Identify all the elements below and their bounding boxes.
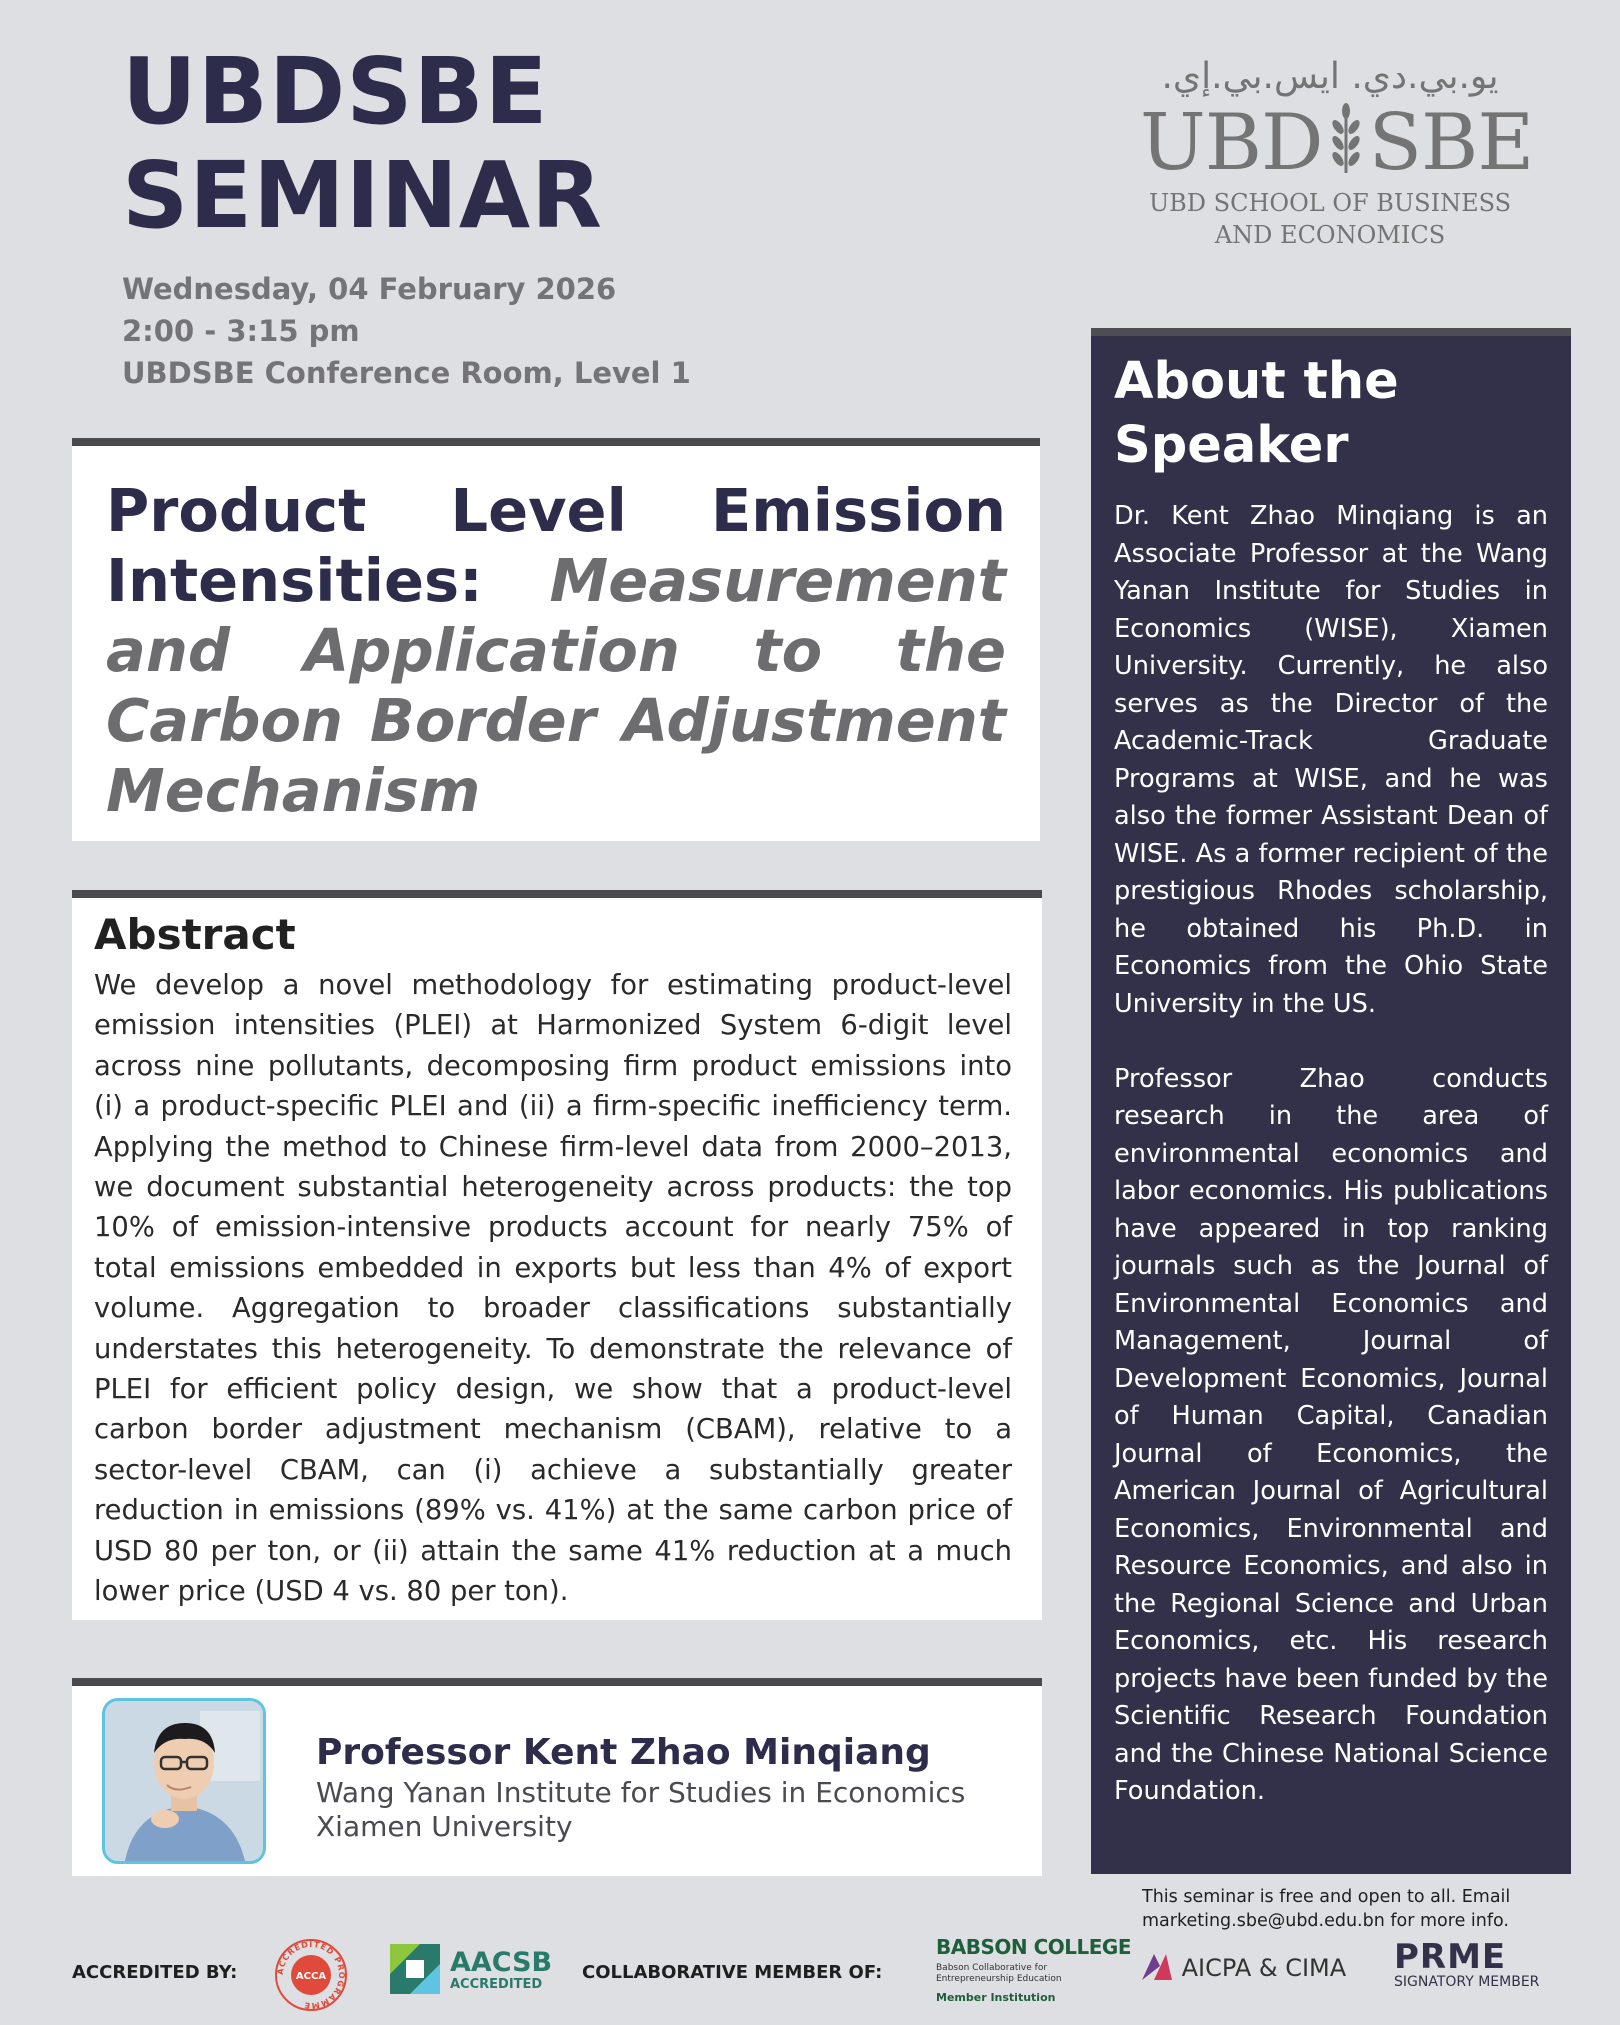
aicpa-mark-icon bbox=[1140, 1952, 1174, 1982]
aacsb-square-icon bbox=[390, 1944, 440, 1994]
event-details bbox=[122, 268, 691, 394]
babson-sub-line1: Babson Collaborative for bbox=[936, 1963, 1048, 1973]
seminar-title-line2: SEMINAR bbox=[122, 142, 603, 249]
accredited-by-label: ACCREDITED BY: bbox=[72, 1962, 238, 1983]
speaker-box bbox=[72, 1678, 1042, 1876]
about-speaker-panel bbox=[1091, 328, 1571, 1874]
abstract-box bbox=[72, 890, 1042, 1620]
about-paragraph-2: Professor Zhao conducts research in the area of environmental economics and labor economics. His publications have appeared in top ranking journals such as the Journal of Environmental Economics and Management, Journal of Development Economics, Journal of Human Capital, Canadian Journal of Economics, the American Journal of Agricultural Economics, Environmental and Resource Economics, and also in the Regional Science and Urban Economics, etc. His research projects have been funded by the Scientific Research Foundation and the Chinese National Science Foundation. bbox=[1114, 1063, 1548, 1806]
notice-email-line[interactable]: marketing.sbe@ubd.edu.bn for more info. bbox=[1142, 1911, 1509, 1931]
logo-right-text: SBE bbox=[1368, 98, 1534, 188]
paper-title bbox=[106, 476, 1006, 826]
notice-line1: This seminar is free and open to all. Email bbox=[1142, 1887, 1511, 1907]
paper-title-italic: Measurement and Application to the Carbon Border Adjustment Mechanism bbox=[106, 546, 1006, 825]
speaker-affiliation bbox=[316, 1776, 965, 1844]
event-time: 2:00 - 3:15 pm bbox=[122, 314, 360, 348]
event-date: Wednesday, 04 February 2026 bbox=[122, 272, 617, 306]
speaker-institute: Wang Yanan Institute for Studies in Economics bbox=[316, 1776, 966, 1809]
babson-sub-line2: Entrepreneurship Education bbox=[936, 1974, 1062, 1984]
speaker-portrait-image bbox=[105, 1701, 263, 1861]
babson-sub bbox=[936, 1963, 1096, 1985]
logo-subtitle-line2: AND ECONOMICS bbox=[1214, 221, 1446, 249]
acca-logo bbox=[274, 1938, 348, 2012]
paper-title-plain: Product Level Emission Intensities: bbox=[106, 476, 1006, 615]
abstract-heading: Abstract bbox=[94, 910, 296, 959]
acca-center-text: ACCA bbox=[295, 1971, 327, 1982]
prme-logo bbox=[1394, 1937, 1540, 1990]
prme-sub: SIGNATORY MEMBER bbox=[1394, 1974, 1540, 1990]
babson-name: BABSON COLLEGE bbox=[936, 1935, 1131, 1959]
seminar-title-line1: UBDSBE bbox=[122, 38, 549, 145]
abstract-text: We develop a novel methodology for estimating product-level emission intensities (PLEI) at Harmonized System 6-digit level across nine pollutants, decomposing firm product emissions into (i) a product-specific PLEI and (ii) a firm-specific inefficiency term. Applying the method to Chinese firm-level data from 2000–2013, we document substantial heterogeneity across products: the top 10% of emission-intensive products account for nearly 75% of total emissions embedded in exports but less than 4% of export volume. Aggregation to broader classifications substantially understates this heterogeneity. To demonstrate the relevance of PLEI for efficient policy design, we show that a product-level carbon border adjustment mechanism (CBAM), relative to a sector-level CBAM, can (i) achieve a substantially greater reduction in emissions (89% vs. 41%) at the same carbon price of USD 80 per ton, or (ii) attain the same 41% reduction at a much lower price (USD 4 vs. 80 per ton). bbox=[94, 970, 1012, 1608]
speaker-university: Xiamen University bbox=[316, 1810, 573, 1843]
acca-badge-icon bbox=[274, 1938, 348, 2012]
about-heading-line1: About the bbox=[1114, 352, 1399, 411]
logo-subtitle-line1: UBD SCHOOL OF BUSINESS bbox=[1148, 189, 1512, 217]
logo-left-text: UBD bbox=[1140, 98, 1323, 188]
babson-logo bbox=[936, 1935, 1131, 2004]
wheat-icon bbox=[1327, 103, 1365, 173]
ubd-sbe-logo bbox=[1140, 55, 1534, 251]
babson-member: Member Institution bbox=[936, 1991, 1056, 2004]
aacsb-sub: ACCREDITED bbox=[450, 1977, 543, 1992]
about-heading bbox=[1114, 350, 1548, 478]
collaborative-member-label: COLLABORATIVE MEMBER OF: bbox=[582, 1962, 883, 1983]
speaker-name: Professor Kent Zhao Minqiang bbox=[316, 1732, 931, 1773]
about-heading-line2: Speaker bbox=[1114, 416, 1349, 475]
logo-arabic-text: يو.بي.دي. ايس.بي.إي. bbox=[1161, 56, 1499, 97]
seminar-title bbox=[122, 40, 603, 248]
logo-wordmark bbox=[1140, 98, 1534, 188]
aicpa-cima-logo bbox=[1140, 1952, 1346, 1982]
paper-title-box bbox=[72, 438, 1040, 841]
speaker-photo bbox=[102, 1698, 266, 1864]
aicpa-text: AICPA & CIMA bbox=[1181, 1954, 1347, 1982]
acca-ring-text: ACCREDITED PROGRAMME bbox=[275, 1939, 347, 2011]
about-paragraph-1: Dr. Kent Zhao Minqiang is an Associate Professor at the Wang Yanan Institute for Studies in Economics (WISE), Xiamen University. Currently, he also serves as the Director of the Academic-Track Graduate Programs at WISE, and he was also the former Assistant Dean of WISE. As a former recipient of the prestigious Rhodes scholarship, he obtained his Ph.D. in Economics from the Ohio State University in the US. bbox=[1114, 501, 1548, 1019]
event-venue: UBDSBE Conference Room, Level 1 bbox=[122, 356, 691, 390]
free-seminar-notice bbox=[1142, 1885, 1542, 1933]
aacsb-name: AACSB bbox=[450, 1947, 553, 1978]
prme-name: PRME bbox=[1394, 1937, 1507, 1977]
